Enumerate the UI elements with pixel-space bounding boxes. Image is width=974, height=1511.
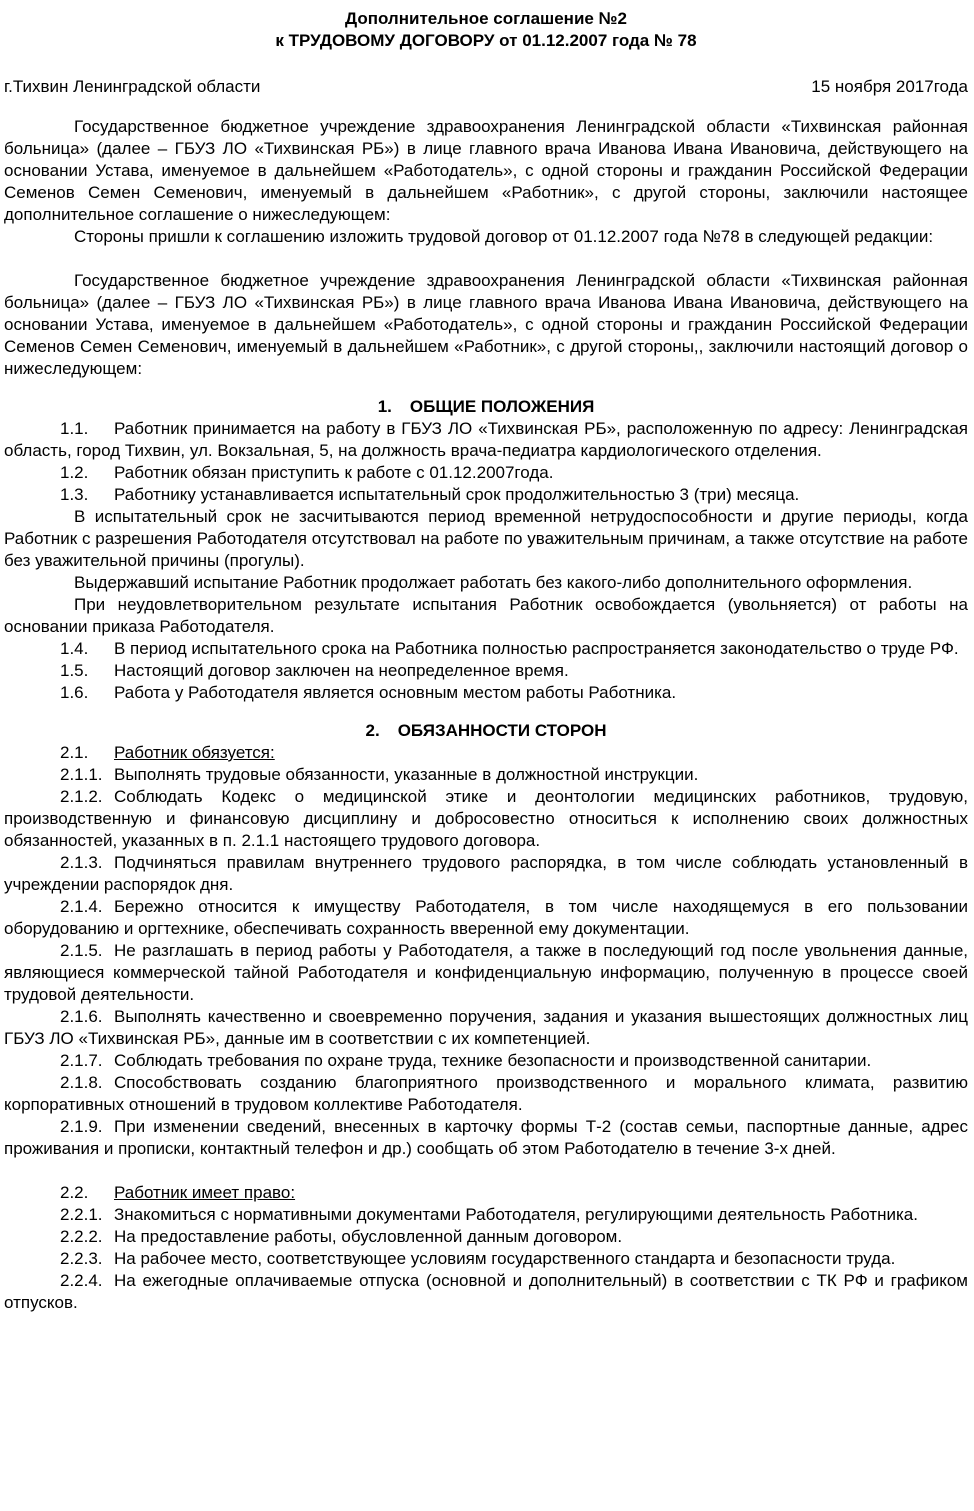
clause-1-1 xyxy=(4,418,968,462)
clause-2-1-8 xyxy=(4,1072,968,1116)
clause-number: 2.1.2. xyxy=(60,787,103,806)
clause-text: На рабочее место, соответствующее условиям государственного стандарта и безопасности труда. xyxy=(114,1249,896,1268)
clause-number: 2.2.1. xyxy=(60,1205,103,1224)
section-1-title xyxy=(4,396,968,418)
place-date-row xyxy=(4,76,968,98)
clause-2-1-3 xyxy=(4,852,968,896)
clause-text: В период испытательного срока на Работника полностью распространяется законодательство о труде РФ. xyxy=(114,639,959,658)
date: 15 ноября 2017года xyxy=(811,77,968,96)
intro-paragraph-2: Стороны пришли к соглашению изложить трудовой договор от 01.12.2007 года №78 в следующей редакции: xyxy=(74,227,934,246)
clause-1-3-paragraph-c: При неудовлетворительном результате испытания Работник освобождается (увольняется) от работы на основании приказа Работодателя. xyxy=(4,595,968,636)
section-1-heading: ОБЩИЕ ПОЛОЖЕНИЯ xyxy=(409,397,595,416)
intro-paragraph-1: Государственное бюджетное учреждение здравоохранения Ленинградской области «Тихвинская районная больница» (далее – ГБУЗ ЛО «Тихвинская РБ») в лице главного врача Иванова Ивана Ивановича, действующего на основании Устава, именуемое в дальнейшем «Работодатель», с одной стороны и гражданин Российской Федерации Семенов Семен Семенович, именуемый в дальнейшем «Работник», с другой стороны, заключили настоящее дополнительное соглашение о нижеследующем: xyxy=(4,117,968,224)
clause-number: 1.3. xyxy=(60,485,89,504)
document-title-line1: Дополнительное соглашение №2 xyxy=(345,9,627,28)
clause-2-2 xyxy=(4,1182,968,1204)
clause-number: 2.1.9. xyxy=(60,1117,103,1136)
clause-text: На предоставление работы, обусловленной данным договором. xyxy=(114,1227,623,1246)
clause-text: Выполнять качественно и своевременно поручения, задания и указания вышестоящих должностных лиц ГБУЗ ЛО «Тихвинская РБ», данные им в соответствии с их компетенцией. xyxy=(4,1007,968,1048)
clause-number: 2.2.4. xyxy=(60,1271,103,1290)
clause-text: Способствовать созданию благоприятного производственного и морального климата, развитию корпоративных отношений в трудовом коллективе Работодателя. xyxy=(4,1073,968,1114)
clause-number: 2.1.7. xyxy=(60,1051,103,1070)
clause-text: Работа у Работодателя является основным местом работы Работника. xyxy=(114,683,677,702)
clause-2-1-5 xyxy=(4,940,968,1006)
clause-number: 1.2. xyxy=(60,463,89,482)
clause-text: Работник обязан приступить к работе с 01.12.2007года. xyxy=(114,463,554,482)
clause-number: 2.1. xyxy=(60,743,89,762)
clause-2-1-1 xyxy=(4,764,968,786)
clause-text: Работник принимается на работу в ГБУЗ ЛО «Тихвинская РБ», расположенную по адресу: Ленинградская область, город Тихвин, ул. Вокзальная, 5, на должность врача-педиатра кардиологического отделения. xyxy=(4,419,968,460)
clause-number: 1.4. xyxy=(60,639,89,658)
clause-number: 2.1.1. xyxy=(60,765,103,784)
clause-2-2-1 xyxy=(4,1204,968,1226)
clause-2-1-6 xyxy=(4,1006,968,1050)
clause-2-1-7 xyxy=(4,1050,968,1072)
clause-number: 2.2. xyxy=(60,1183,89,1202)
clause-text: Настоящий договор заключен на неопределенное время. xyxy=(114,661,569,680)
document-title-line2: к ТРУДОВОМУ ДОГОВОРУ от 01.12.2007 года № 78 xyxy=(275,31,697,50)
clause-text: При изменении сведений, внесенных в карточку формы Т-2 (состав семьи, паспортные данные, адрес проживания и прописки, контактный телефон и др.) сообщать об этом Работодателю в течение 3-х дней. xyxy=(4,1117,968,1158)
clause-number: 2.1.3. xyxy=(60,853,103,872)
clause-text: На ежегодные оплачиваемые отпуска (основной и дополнительный) в соответствии с ТК РФ и графиком отпусков. xyxy=(4,1271,968,1312)
clause-text: Выполнять трудовые обязанности, указанные в должностной инструкции. xyxy=(114,765,699,784)
clause-2-1-4 xyxy=(4,896,968,940)
clause-number: 2.2.2. xyxy=(60,1227,103,1246)
section-2-title xyxy=(4,720,968,742)
clause-number: 2.1.4. xyxy=(60,897,103,916)
clause-text: Не разглашать в период работы у Работодателя, а также в последующий год после увольнения данные, являющиеся коммерческой тайной Работодателя и конфиденциальную информацию, полученную в процессе своей трудовой деятельности. xyxy=(4,941,968,1004)
clause-2-2-3 xyxy=(4,1248,968,1270)
clause-text: Работнику устанавливается испытательный срок продолжительностью 3 (три) месяца. xyxy=(114,485,800,504)
clause-2-1-2 xyxy=(4,786,968,852)
clause-2-2-4 xyxy=(4,1270,968,1314)
clause-1-3 xyxy=(4,484,968,506)
section-2-heading: ОБЯЗАННОСТИ СТОРОН xyxy=(397,721,607,740)
clause-text: Работник имеет право: xyxy=(114,1183,296,1202)
clause-1-5 xyxy=(4,660,968,682)
clause-text: Соблюдать требования по охране труда, технике безопасности и производственной санитарии. xyxy=(114,1051,872,1070)
clause-number: 2.1.6. xyxy=(60,1007,103,1026)
clause-2-2-2 xyxy=(4,1226,968,1248)
clause-text: Соблюдать Кодекс о медицинской этике и деонтологии медицинских работников, трудовую, производственную и финансовую дисциплину и добросовестно относиться к исполнению своих должностных обязанностей, указанных в п. 2.1.1 настоящего трудового договора. xyxy=(4,787,968,850)
clause-number: 2.1.5. xyxy=(60,941,103,960)
clause-text: Работник обязуется: xyxy=(114,743,275,762)
clause-1-6 xyxy=(4,682,968,704)
clause-text: Подчиняться правилам внутреннего трудового распорядка, в том числе соблюдать установленный в учреждении распорядок дня. xyxy=(4,853,968,894)
clause-2-1-9 xyxy=(4,1116,968,1160)
section-2-number: 2. xyxy=(365,721,380,740)
clause-1-4 xyxy=(4,638,968,660)
clause-1-3-paragraph-a: В испытательный срок не засчитываются период временной нетрудоспособности и другие периоды, когда Работник с разрешения Работодателя отсутствовал на работе по уважительным причинам, а также отсутствие на работе без уважительной причины (прогулы). xyxy=(4,507,968,570)
clause-number: 2.2.3. xyxy=(60,1249,103,1268)
clause-number: 1.1. xyxy=(60,419,89,438)
clause-1-3-paragraph-b: Выдержавший испытание Работник продолжает работать без какого-либо дополнительного оформления. xyxy=(74,573,913,592)
clause-2-1 xyxy=(4,742,968,764)
clause-1-2 xyxy=(4,462,968,484)
clause-text: Бережно относится к имуществу Работодателя, в том числе находящемуся в его пользовании оборудованию и оргтехнике, обеспечивать сохранность вверенной ему документации. xyxy=(4,897,968,938)
section-1-number: 1. xyxy=(377,397,392,416)
clause-text: Знакомиться с нормативными документами Работодателя, регулирующими деятельность Работника. xyxy=(114,1205,918,1224)
clause-number: 1.6. xyxy=(60,683,89,702)
place: г.Тихвин Ленинградской области xyxy=(4,77,261,96)
intro-paragraph-3: Государственное бюджетное учреждение здравоохранения Ленинградской области «Тихвинская районная больница» (далее – ГБУЗ ЛО «Тихвинская РБ») в лице главного врача Иванова Ивана Ивановича, действующего на основании Устава, именуемое в дальнейшем «Работодатель», с одной стороны и гражданин Российской Федерации Семенов Семен Семенович, именуемый в дальнейшем «Работник», с другой стороны,, заключили настоящий договор о нижеследующем: xyxy=(4,271,968,378)
clause-number: 2.1.8. xyxy=(60,1073,103,1092)
clause-number: 1.5. xyxy=(60,661,89,680)
